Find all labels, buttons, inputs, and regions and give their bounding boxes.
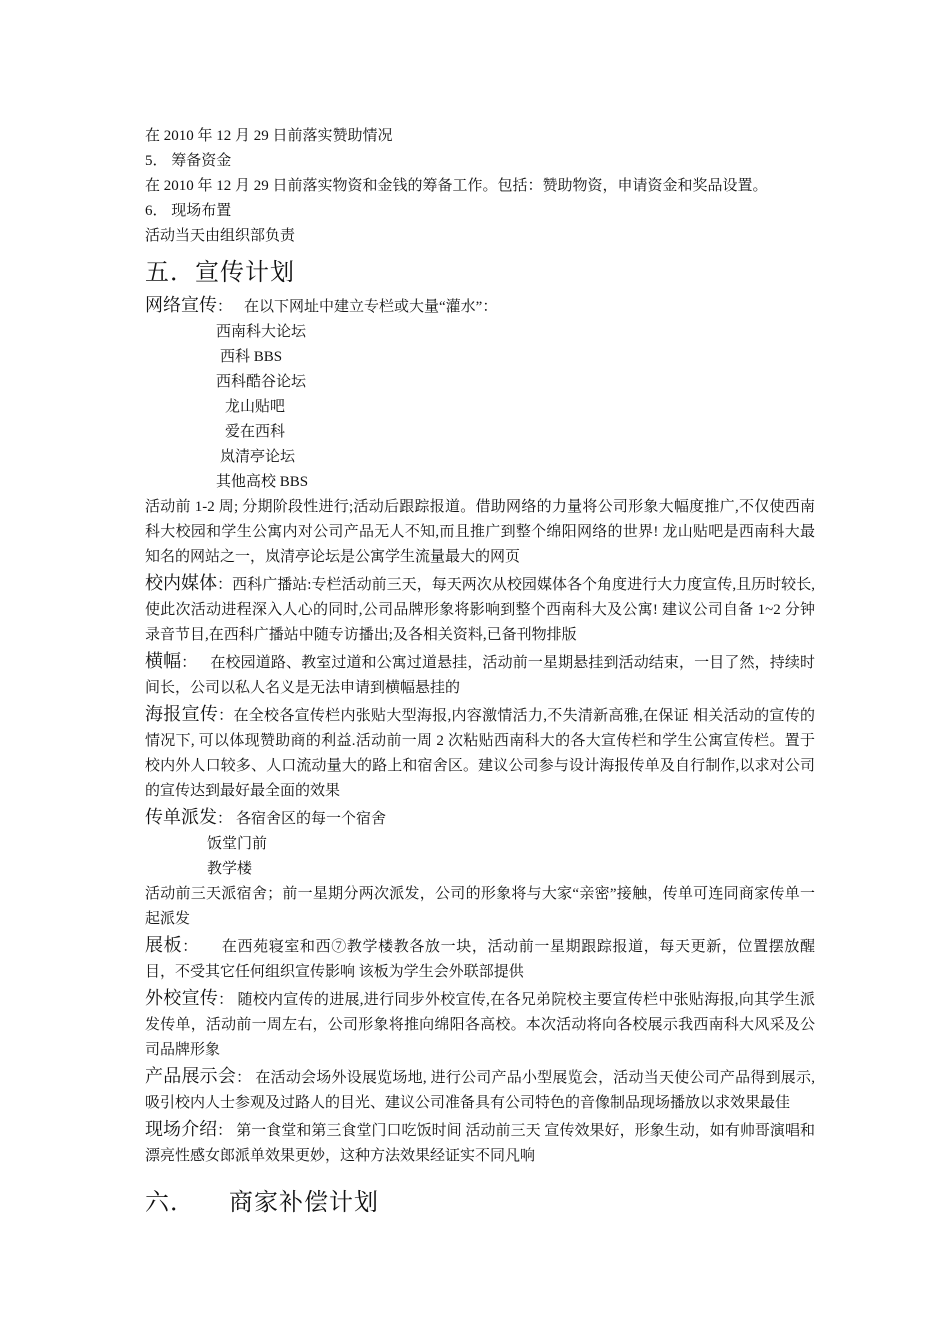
document-page (145, 124, 815, 1223)
other-school-label: 外校宣传 (145, 988, 219, 1009)
poster-colon: ： (218, 708, 234, 724)
campus-media-text: 西科广播站:专栏活动前三天，每天两次从校园媒体各个角度进行大力度宣传,且历时较长,使此次活动进程深入人心的同时,公司品牌形象将影响到整个西南科大及公寓! 建议公司自备 1~2 分钟录音节目,在西科广播站中随专访播出;及各相关资料,已备刊物排版 (145, 577, 815, 643)
onsite-label: 现场介绍 (145, 1119, 218, 1140)
product-show-colon: ： (236, 1070, 252, 1086)
site-item: 西南科大论坛 (216, 324, 307, 340)
flyer-colon: ： (217, 811, 233, 827)
flyer-block (145, 805, 815, 932)
flyer-place: 教学楼 (207, 861, 253, 877)
network-intro: 在以下网址中建立专栏或大量“灌水”： (244, 299, 498, 315)
onsite-text: 第一食堂和第三食堂门口吃饭时间 活动前三天 宣传效果好，形象生动，如有帅哥演唱和漂亮性感女郎派单效果更妙，这种方法效果经证实不同凡响 (145, 1123, 815, 1164)
display-board-label: 展板 (145, 935, 183, 956)
section-6-title: 商家补偿计划 (229, 1188, 379, 1216)
flyer-place: 饭堂门前 (207, 836, 268, 852)
product-show-block (145, 1064, 815, 1116)
network-block (145, 293, 815, 570)
site-item: 西科 BBS (220, 349, 283, 365)
poster-text: 在全校各宣传栏内张贴大型海报,内容激情活力,不失清新高雅,在保证 相关活动的宣传的情况下, 可以体现赞助商的利益.活动前一周 2 次粘贴西南科大的各大宣传栏和学生公寓宣传栏。置于校内外人口较多、人口流动量大的路上和宿舍区。建议公司参与设计海报传单及自行制作,以求对公司的宣传达到最好最全面的效果 (145, 708, 815, 799)
site-item: 爱在西科 (225, 424, 286, 440)
product-show-text: 在活动会场外设展览场地, 进行公司产品小型展览会，活动当天使公司产品得到展示, 吸引校内人士参观及过路人的目光、建议公司准备具有公司特色的音像制品现场播放以求效果最佳 (145, 1070, 815, 1111)
campus-media-label: 校内媒体 (145, 573, 218, 594)
product-show-label: 产品展示会 (145, 1066, 237, 1087)
poster-label: 海报宣传 (145, 704, 219, 725)
onsite-colon: ： (217, 1123, 233, 1139)
section-5-number: 五． (145, 258, 195, 286)
onsite-block (145, 1117, 815, 1169)
site-item: 岚清亭论坛 (220, 449, 296, 465)
top-line-2: 5． 筹备资金 (145, 153, 232, 169)
section-6-heading (145, 1185, 815, 1219)
flyer-text: 活动前三天派宿舍；前一星期分两次派发，公司的形象将与大家“亲密”接触，传单可连同商家传单一起派发 (145, 886, 815, 927)
section-5-title: 宣传计划 (195, 258, 295, 286)
network-text: 活动前 1-2 周; 分期阶段性进行;活动后跟踪报道。借助网络的力量将公司形象大幅度推广,不仅使西南科大校园和学生公寓内对公司产品无人不知,而且推广到整个绵阳网络的世界! 龙山贴吧是西南科大最知名的网站之一，岚清亭论坛是公寓学生流量最大的网页 (145, 499, 815, 565)
other-school-block (145, 986, 815, 1063)
top-line-4: 6． 现场布置 (145, 203, 232, 219)
banner-text: 在校园道路、教室过道和公寓过道悬挂，活动前一星期悬挂到活动结束，一目了然，持续时间长，公司以私人名义是无法申请到横幅悬挂的 (145, 655, 815, 696)
campus-media-colon: ： (217, 577, 233, 593)
site-item: 龙山贴吧 (225, 399, 286, 415)
campus-media-block (145, 571, 815, 648)
section-6-number: 六． (145, 1188, 195, 1216)
other-school-colon: ： (218, 992, 234, 1008)
banner-colon: ： (181, 655, 197, 671)
top-line-5: 活动当天由组织部负责 (145, 228, 296, 244)
banner-label: 横幅 (145, 651, 182, 672)
network-colon: ： (217, 299, 233, 315)
flyer-label: 传单派发 (145, 807, 217, 828)
top-line-3: 在 2010 年 12 月 29 日前落实物资和金钱的筹备工作。包括：赞助物资，申请资金和奖品设置。 (145, 178, 768, 194)
poster-block (145, 702, 815, 804)
display-board-block (145, 933, 815, 985)
other-school-text: 随校内宣传的进展,进行同步外校宣传,在各兄弟院校主要宣传栏中张贴海报,向其学生派发传单，活动前一周左右，公司形象将推向绵阳各高校。本次活动将向各校展示我西南科大风采及公司品牌形象 (145, 992, 815, 1058)
site-item: 西科酷谷论坛 (216, 374, 307, 390)
site-item: 其他高校 BBS (216, 474, 309, 490)
banner-block (145, 649, 815, 701)
section-5-heading (145, 255, 815, 289)
display-board-text: 在西苑寝室和西⑦教学楼教各放一块，活动前一星期跟踪报道，每天更新，位置摆放醒目，不受其它任何组织宣传影响 该板为学生会外联部提供 (145, 939, 815, 980)
flyer-intro: 各宿舍区的每一个宿舍 (236, 811, 387, 827)
top-line-1: 在 2010 年 12 月 29 日前落实赞助情况 (145, 128, 393, 144)
network-label: 网络宣传 (145, 295, 217, 316)
display-board-colon: ： (182, 939, 198, 955)
